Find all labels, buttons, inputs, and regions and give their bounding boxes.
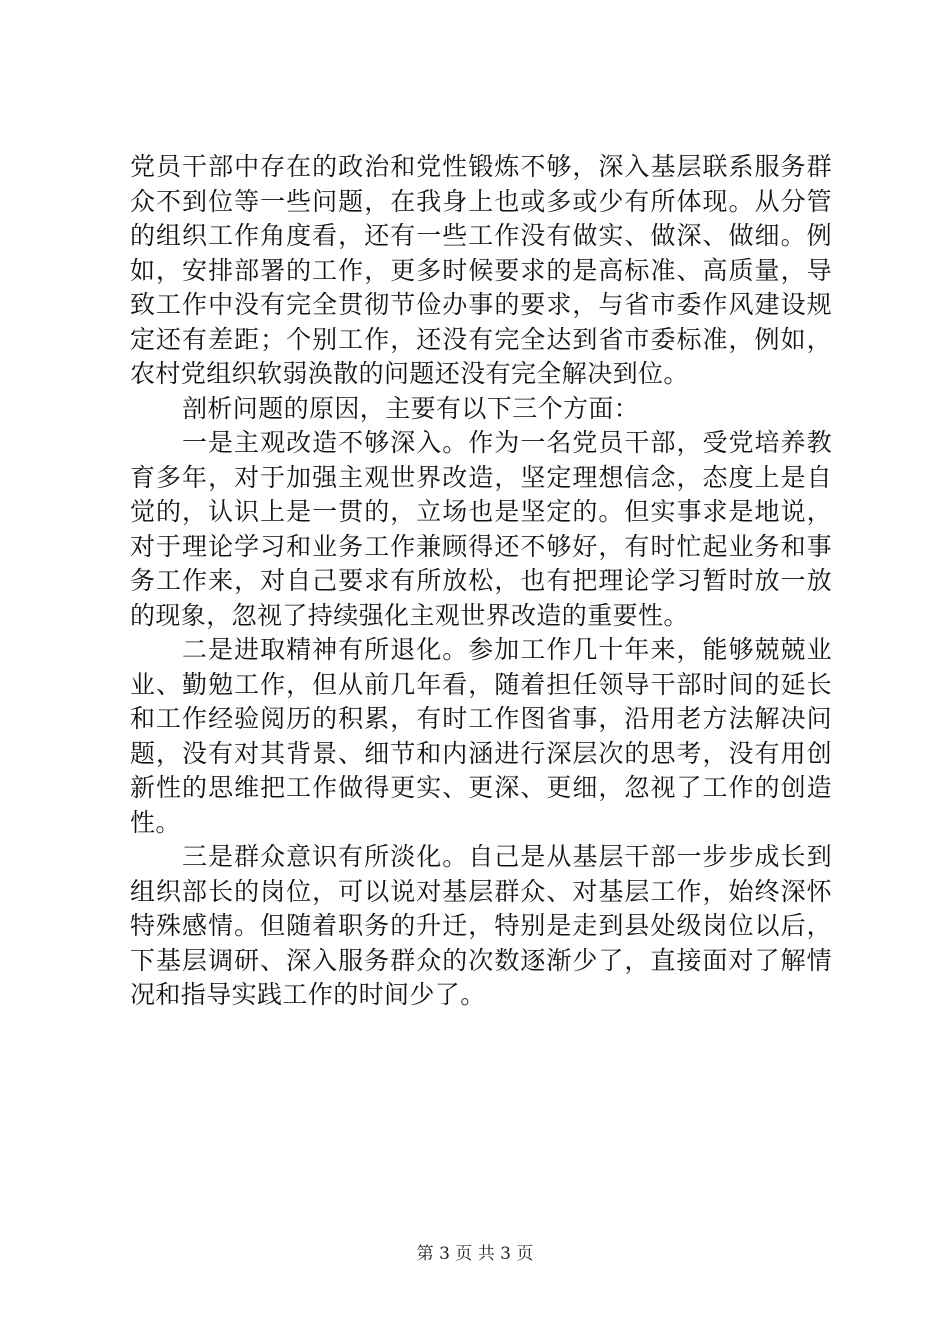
paragraph-cause-two: 二是进取精神有所退化。参加工作几十年来，能够兢兢业业、勤勉工作，但从前几年看，随着担任领导干部时间的延长和工作经验阅历的积累，有时工作图省事，沿用老方法解决问题，没有对其背景、细节和内涵进行深层次的思考，没有用创新性的思维把工作做得更实、更深、更细，忽视了工作的创造性。 [130,635,832,837]
paragraph-cause-one: 一是主观改造不够深入。作为一名党员干部，受党培养教育多年，对于加强主观世界改造，坚定理想信念，态度上是自觉的，认识上是一贯的，立场也是坚定的。但实事求是地说，对于理论学习和业务工作兼顾得还不够好，有时忙起业务和事务工作来，对自己要求有所放松，也有把理论学习暂时放一放的现象，忽视了持续强化主观世界改造的重要性。 [130,428,832,630]
document-body [130,150,832,1013]
paragraph-cause-intro: 剖析问题的原因，主要有以下三个方面： [182,393,640,423]
paragraph-continuation: 党员干部中存在的政治和党性锻炼不够，深入基层联系服务群众不到位等一些问题，在我身上也或多或少有所体现。从分管的组织工作角度看，还有一些工作没有做实、做深、做细。例如，安排部署的工作，更多时候要求的是高标准、高质量，导致工作中没有完全贯彻节俭办事的要求，与省市委作风建设规定还有差距；个别工作，还没有完全达到省市委标准，例如，农村党组织软弱涣散的问题还没有完全解决到位。 [130,152,832,388]
paragraph-cause-three: 三是群众意识有所淡化。自己是从基层干部一步步成长到组织部长的岗位，可以说对基层群众、对基层工作，始终深怀特殊感情。但随着职务的升迁，特别是走到县处级岗位以后，下基层调研、深入服务群众的次数逐渐少了，直接面对了解情况和指导实践工作的时间少了。 [130,842,832,1009]
page-number-footer: 第 3 页 共 3 页 [416,1244,534,1264]
